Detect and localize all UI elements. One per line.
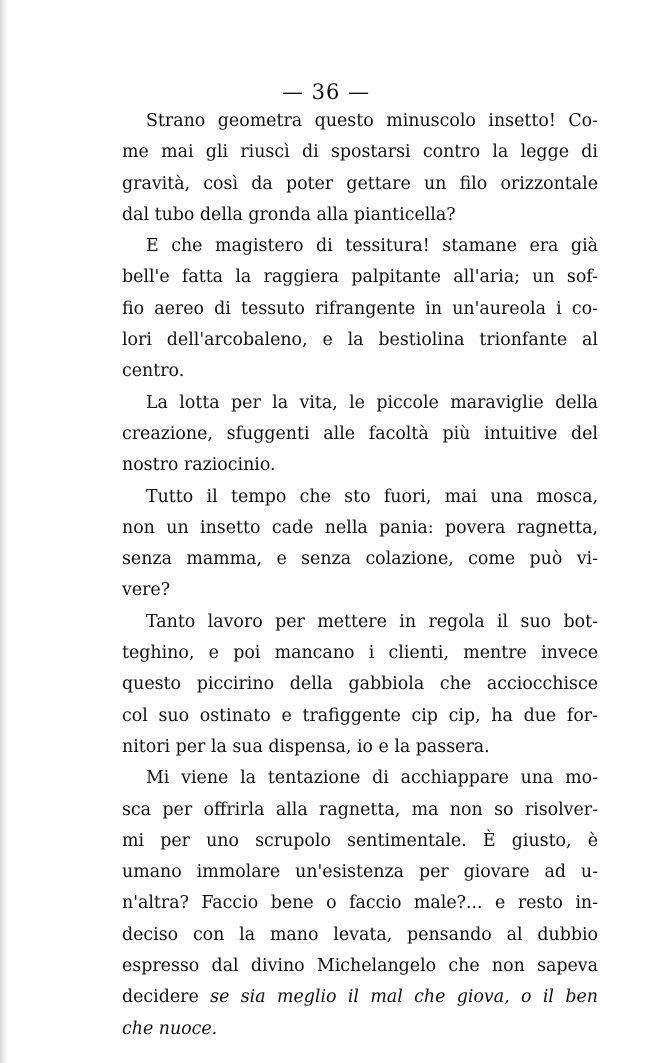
text-line: nostro raziocinio. [122,455,276,476]
body-text [122,106,598,1045]
text-line: gravità, così da poter gettare un filo orizzontale [122,173,598,194]
text-line: Tanto lavoro per mettere in regola il suo bot- [146,611,598,632]
text-line: espresso dal divino Michelangelo che non sapeva [122,956,598,977]
text-line: La lotta per la vita, le piccole maraviglie della [146,392,598,413]
text-line-mixed [122,982,598,1013]
text-plain: decidere [122,987,211,1008]
text-line: Strano geometra questo minuscolo insetto! Co- [146,111,598,131]
text-line: fio aereo di tessuto rifrangente in un'aureola i co- [122,298,598,319]
text-line: bell'e fatta la raggiera palpitante all'aria; un sof- [122,267,598,288]
text-line: sca per offrirla alla ragnetta, ma non so risolver- [122,799,598,820]
text-line: Mi viene la tentazione di acchiappare una mo- [146,768,598,789]
text-line: Tutto il tempo che sto fuori, mai una mosca, [146,486,598,507]
text-line: n'altra? Faccio bene o faccio male?... e resto in- [122,893,598,914]
text-line: lori dell'arcobaleno, e la bestiolina trionfante al [122,330,598,351]
text-line: E che magistero di tessitura! stamane era già [146,236,598,257]
text-line: nitori per la sua dispensa, io e la passera. [122,736,490,757]
text-line: questo piccirino della gabbiola che acciocchisce [122,674,598,695]
text-line: vere? [122,580,171,601]
text-line: teghino, e poi mancano i clienti, mentre invece [122,643,598,664]
text-line: centro. [122,361,185,382]
text-line: mi per uno scrupolo sentimentale. È giusto, è [122,830,598,851]
text-line: dal tubo della gronda alla pianticella? [122,204,456,225]
text-line: creazione, sfuggenti alle facoltà più intuitive del [122,423,598,444]
text-line: umano immolare un'esistenza per giovare ad u- [122,862,598,883]
text-line: me mai gli riuscì di spostarsi contro la legge di [122,142,598,163]
text-italic-quote-end: che nuoce. [122,1018,218,1039]
text-italic-quote: se sia meglio il mal che giova, o il ben [210,987,598,1008]
text-line: senza mamma, e senza colazione, come può vi- [122,549,598,570]
text-line: deciso con la mano levata, pensando al dubbio [122,924,598,945]
text-line: non un insetto cade nella pania: povera ragnetta, [122,517,598,538]
binding-edge [0,0,8,1063]
page-number: — 36 — [281,80,371,104]
text-line: col suo ostinato e trafiggente cip cip, ha due for- [122,705,598,726]
